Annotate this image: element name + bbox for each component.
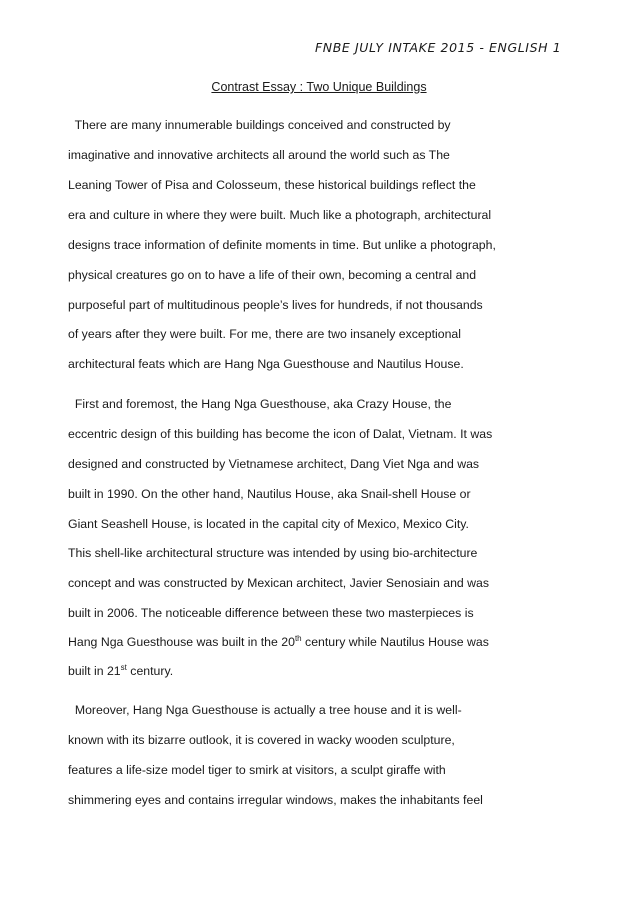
- text-line: First and foremost, the Hang Nga Guesthouse, aka Crazy House, the: [68, 397, 452, 411]
- superscript: st: [120, 663, 127, 672]
- text-line: imaginative and innovative architects all around the world such as The: [68, 148, 450, 162]
- text-line: [68, 635, 489, 649]
- text-line: This shell-like architectural structure was intended by using bio-architecture: [68, 546, 478, 560]
- text-segment: century.: [126, 664, 174, 678]
- page-header: FNBE JULY INTAKE 2015 - ENGLISH 1: [315, 40, 562, 55]
- text-line: designed and constructed by Vietnamese architect, Dang Viet Nga and was: [68, 457, 480, 471]
- text-line: of years after they were built. For me, there are two insanely exceptional: [68, 327, 462, 341]
- text-line: built in 2006. The noticeable difference between these two masterpieces is: [68, 606, 474, 620]
- text-line: eccentric design of this building has become the icon of Dalat, Vietnam. It was: [68, 427, 493, 441]
- text-line: purposeful part of multitudinous people’s lives for hundreds, if not thousands: [68, 298, 483, 312]
- text-line: Giant Seashell House, is located in the capital city of Mexico, Mexico City.: [68, 517, 469, 531]
- text-line: concept and was constructed by Mexican architect, Javier Senosiain and was: [68, 576, 490, 590]
- essay-title: Contrast Essay : Two Unique Buildings: [211, 80, 427, 94]
- text-line: known with its bizarre outlook, it is covered in wacky wooden sculpture,: [68, 733, 455, 747]
- text-line: Moreover, Hang Nga Guesthouse is actually a tree house and it is well-: [68, 703, 462, 717]
- superscript: th: [294, 634, 302, 643]
- text-line: shimmering eyes and contains irregular windows, makes the inhabitants feel: [68, 793, 483, 807]
- text-line: physical creatures go on to have a life of their own, becoming a central and: [68, 268, 477, 282]
- text-line: era and culture in where they were built. Much like a photograph, architectural: [68, 208, 492, 222]
- text-segment: built in 21: [68, 664, 121, 678]
- text-line: features a life-size model tiger to smirk at visitors, a sculpt giraffe with: [68, 763, 446, 777]
- text-line: Leaning Tower of Pisa and Colosseum, these historical buildings reflect the: [68, 178, 476, 192]
- text-segment: Hang Nga Guesthouse was built in the 20: [68, 635, 295, 649]
- text-line: designs trace information of definite moments in time. But unlike a photograph,: [68, 238, 496, 252]
- text-line: [68, 664, 173, 678]
- text-line: architectural feats which are Hang Nga Guesthouse and Nautilus House.: [68, 357, 464, 371]
- text-line: built in 1990. On the other hand, Nautilus House, aka Snail-shell House or: [68, 487, 471, 501]
- text-line: There are many innumerable buildings conceived and constructed by: [68, 118, 451, 132]
- text-segment: century while Nautilus House was: [301, 635, 489, 649]
